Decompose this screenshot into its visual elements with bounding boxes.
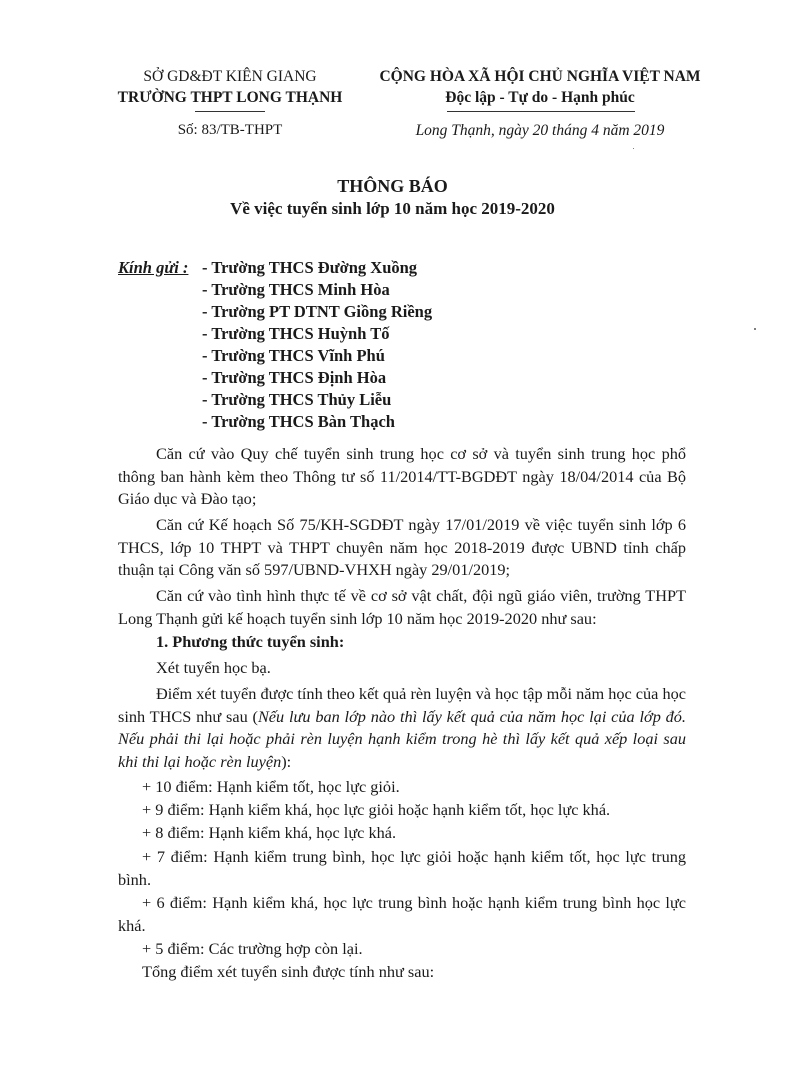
recipient-item: - Trường THCS Huỳnh Tố — [202, 324, 390, 343]
recipient-item: - Trường PT DTNT Giồng Riềng — [202, 302, 433, 321]
score-item: + 7 điểm: Hạnh kiểm trung bình, học lực giỏi hoặc hạnh kiểm tốt, học lực trung bình. — [118, 847, 686, 889]
paragraph-legal-basis-2 — [118, 514, 686, 582]
motto-underline — [447, 111, 635, 112]
document-title: THÔNG BÁO — [337, 176, 448, 196]
score-item: + 9 điểm: Hạnh kiểm khá, học lực giỏi hoặc hạnh kiểm tốt, học lực khá. — [142, 800, 611, 819]
paragraph-text: Căn cứ vào tình hình thực tế về cơ sở vật chất, đội ngũ giáo viên, trường THPT Long Thạnh gửi kế hoạch tuyển sinh lớp 10 năm học 2019-2020 như sau: — [118, 586, 686, 628]
paragraph-context — [118, 585, 686, 630]
paragraph-end: ): — [281, 751, 292, 771]
recipient-item: - Trường THCS Thủy Liễu — [202, 390, 392, 409]
school-name: TRƯỜNG THPT LONG THẠNH — [117, 89, 343, 106]
total-score-intro: Tổng điểm xét tuyển sinh được tính như sau: — [142, 962, 435, 981]
recipient-item: - Trường THCS Đường Xuồng — [202, 258, 418, 277]
score-item: + 6 điểm: Hạnh kiểm khá, học lực trung bình hoặc hạnh kiểm trung bình học lực khá. — [118, 893, 686, 935]
paragraph-legal-basis-1 — [118, 443, 686, 511]
place-date: Long Thạnh, ngày 20 tháng 4 năm 2019 — [415, 122, 665, 139]
paragraph-text: Căn cứ vào Quy chế tuyển sinh trung học cơ sở và tuyển sinh trung học phổ thông ban hành kèm theo Thông tư số 11/2014/TT-BGDĐT ngày 18/04/2014 của Bộ Giáo dục và Đào tạo; — [118, 444, 686, 508]
score-item: + 5 điểm: Các trường hợp còn lại. — [142, 939, 363, 958]
school-underline — [195, 111, 265, 112]
score-item: + 10 điểm: Hạnh kiểm tốt, học lực giỏi. — [142, 777, 400, 796]
scan-speck — [754, 328, 756, 330]
recipients-label: Kính gửi : — [118, 258, 189, 277]
document-subtitle: Về việc tuyển sinh lớp 10 năm học 2019-2020 — [230, 199, 555, 218]
paragraph-note: Nếu lưu ban lớp nào thì lấy kết quả của năm học lại của lớp đó. Nếu phải thi lại hoặc phải rèn luyện hạnh kiểm trong hè thì lấy kết quả xếp loại sau khi thi lại hoặc rèn luyện — [118, 706, 686, 771]
national-motto: Độc lập - Tự do - Hạnh phúc — [445, 89, 635, 106]
recipient-item: - Trường THCS Minh Hòa — [202, 280, 390, 299]
scan-speck — [633, 148, 634, 149]
section-heading: 1. Phương thức tuyển sinh: — [156, 632, 345, 651]
department-name: SỞ GD&ĐT KIÊN GIANG — [143, 68, 317, 85]
recipient-item: - Trường THCS Bàn Thạch — [202, 412, 395, 431]
paragraph-text: Điểm xét tuyển được tính theo kết quả rèn luyện và học tập mỗi năm học của học sinh THCS như sau ( — [118, 684, 686, 726]
paragraph-text: Căn cứ Kế hoạch Số 75/KH-SGDĐT ngày 17/01/2019 về việc tuyển sinh lớp 6 THCS, lớp 10 THPT và THPT chuyên năm học 2018-2019 được UBND tỉnh chấp thuận tại Công văn số 597/UBND-VHXH ngày 29/01/2019; — [118, 515, 686, 579]
recipient-item: - Trường THCS Vĩnh Phú — [202, 346, 385, 365]
admission-method: Xét tuyển học bạ. — [156, 658, 271, 677]
document-number: Số: 83/TB-THPT — [177, 122, 283, 138]
recipient-item: - Trường THCS Định Hòa — [202, 368, 387, 387]
paragraph-scoring — [118, 683, 686, 773]
score-item: + 8 điểm: Hạnh kiểm khá, học lực khá. — [142, 823, 397, 842]
national-title: CỘNG HÒA XÃ HỘI CHỦ NGHĨA VIỆT NAM — [379, 68, 701, 85]
